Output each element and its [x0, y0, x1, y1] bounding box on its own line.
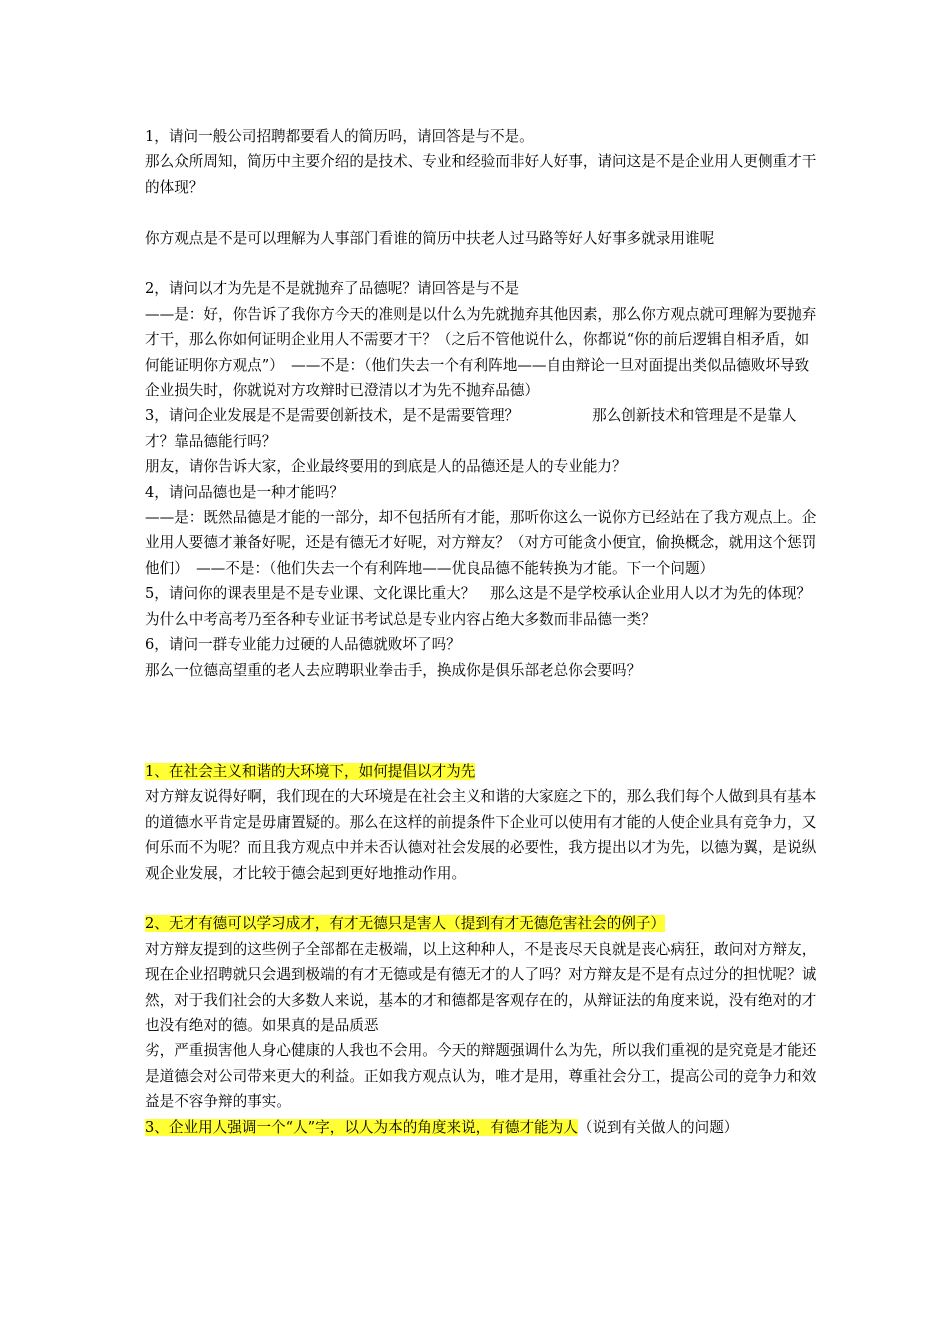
section-spacer: [145, 683, 817, 759]
blank-line: [145, 200, 817, 225]
section1-heading: 1、在社会主义和谐的大环境下，如何提倡以才为先: [145, 762, 476, 780]
q3: 3，请问企业发展是不是需要创新技术，是不是需要管理？ 那么创新技术和管理是不是靠人才？靠品德能行吗？: [145, 407, 797, 450]
section1-body: 对方辩友说得好啊，我们现在的大环境是在社会主义和谐的大家庭之下的，那么我们每个人做到具有基本的道德水平肯定是毋庸置疑的。那么在这样的前提条件下企业可以使用有才能的人使企业具有竞争力，又何乐而不为呢？而且我方观点中并未否认德对社会发展的必要性，我方提出以才为先，以德为翼，是说纵观企业发展，才比较于德会起到更好地推动作用。: [145, 788, 817, 882]
q1-followup-2: 你方观点是不是可以理解为人事部门看谁的简历中扶老人过马路等好人好事多就录用谁呢: [145, 229, 715, 247]
q4: 4，请问品德也是一种才能吗？: [145, 483, 345, 501]
section3-heading: 3、企业用人强调一个“人”字，以人为本的角度来说，有德才能为人: [145, 1118, 578, 1136]
blank-line: [145, 886, 817, 911]
section3-note: （说到有关做人的问题）: [577, 1118, 739, 1136]
blank-line: [145, 251, 817, 276]
q6-followup: 那么一位德高望重的老人去应聘职业拳击手，换成你是俱乐部老总你会要吗？: [145, 661, 642, 679]
q3-followup: 朋友，请你告诉大家，企业最终要用的到底是人的品德还是人的专业能力？: [145, 458, 627, 476]
section2-body-a: 对方辩友提到的这些例子全部都在走极端，以上这种种人，不是丧尽天良就是丧心病狂，敢问对方辩友，现在企业招聘就只会遇到极端的有才无德或是有德无才的人了吗？对方辩友是不是有点过分的担忧呢？诚然，对于我们社会的大多数人来说，基本的才和德都是客观存在的，从辩证法的角度来说，没有绝对的才也没有绝对的德。如果真的是品质恶: [145, 940, 817, 1034]
section3-heading-line: [145, 1115, 817, 1140]
q2: 2，请问以才为先是不是就抛弃了品德呢？请回答是与不是: [145, 280, 520, 298]
q1: 1，请问一般公司招聘都要看人的简历吗，请回答是与不是。: [145, 128, 534, 145]
section1-heading-line: [145, 759, 817, 784]
section2-body-b: 劣，严重损害他人身心健康的人我也不会用。今天的辩题强调什么为先，所以我们重视的是究竟是才能还是道德会对公司带来更大的利益。正如我方观点认为，唯才是用，尊重社会分工，提高公司的竞争力和效益是不容争辩的事实。: [145, 1042, 817, 1111]
q5-followup: 为什么中考高考乃至各种专业证书考试总是专业内容占绝大多数而非品德一类？: [145, 610, 656, 628]
q2-answers: ——是：好，你告诉了我你方今天的准则是以什么为先就抛弃其他因素，那么你方观点就可理解为要抛弃才干，那么你如何证明企业用人不需要才干？（之后不管他说什么，你都说“你的前后逻辑自相矛盾，如何能证明你方观点”） ——不是：（他们失去一个有利阵地——自由辩论一旦对面提出类似品德败坏导致企业损失时，你就说对方攻辩时已澄清以才为先不抛弃品德）: [145, 305, 817, 400]
q1-followup: 那么众所周知，简历中主要介绍的是技术、专业和经验而非好人好事，请问这是不是企业用人更侧重才干的体现？: [145, 153, 817, 196]
section2-heading-line: [145, 911, 817, 936]
document-body: [145, 124, 817, 1140]
q4-answers: ——是：既然品德是才能的一部分，却不包括所有才能，那听你这么一说你方已经站在了我方观点上。企业用人要德才兼备好呢，还是有德无才好呢，对方辩友？（对方可能贪小便宜，偷换概念，就用这个惩罚他们） ——不是：（他们失去一个有利阵地——优良品德不能转换为才能。下一个问题）: [145, 509, 817, 577]
section2-heading: 2、无才有德可以学习成才，有才无德只是害人（提到有才无德危害社会的例子）: [145, 915, 666, 933]
q6: 6，请问一群专业能力过硬的人品德就败坏了吗？: [145, 636, 461, 654]
q5: 5，请问你的课表里是不是专业课、文化课比重大？ 那么这是不是学校承认企业用人以才为先的体现？: [145, 585, 812, 603]
